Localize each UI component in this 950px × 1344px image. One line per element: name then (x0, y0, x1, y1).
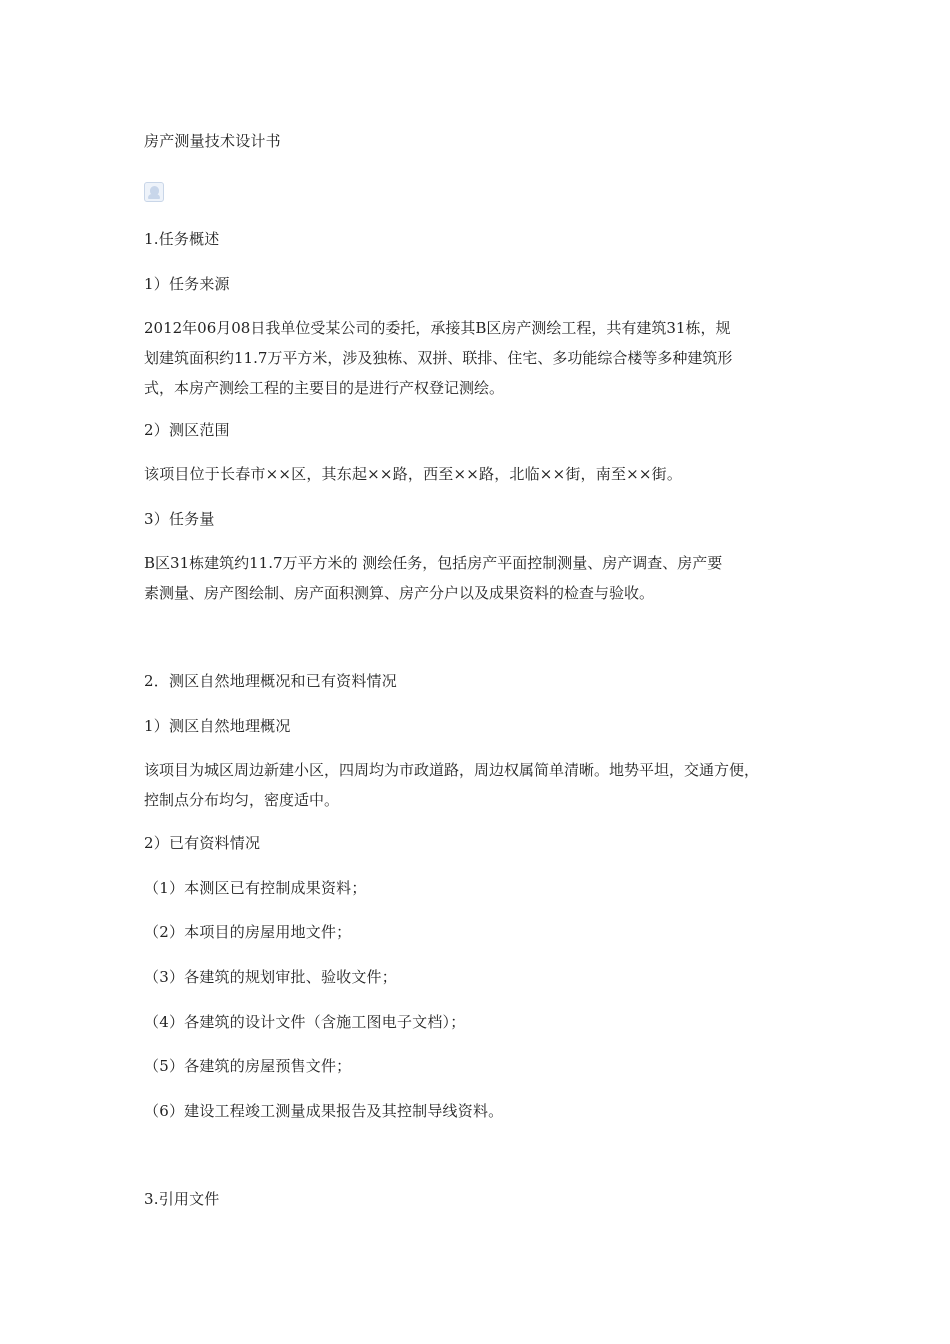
section-1-1-heading: 1）任务来源 (144, 275, 230, 293)
paragraph-line: 该项目为城区周边新建小区，四周均为市政道路，周边权属简单清晰。地势平坦，交通方便， (144, 761, 760, 779)
section-2-heading: 2．测区自然地理概况和已有资料情况 (144, 672, 397, 690)
paragraph-line: 划建筑面积约11.7万平方米，涉及独栋、双拼、联排、住宅、多功能综合楼等多种建筑形 (144, 349, 733, 367)
document-title: 房产测量技术设计书 (144, 132, 281, 150)
list-item: （4）各建筑的设计文件（含施工图电子文档）； (144, 1013, 466, 1031)
section-2-1-body (144, 755, 812, 815)
section-2-1-heading: 1）测区自然地理概况 (144, 717, 291, 735)
list-item: （1）本测区已有控制成果资料； (144, 879, 367, 897)
section-1-2-body: 该项目位于长春市××区，其东起××路，西至××路，北临××街，南至××街。 (144, 465, 683, 483)
list-item: （6）建设工程竣工测量成果报告及其控制导线资料。 (144, 1102, 504, 1120)
image-icon (144, 182, 164, 202)
section-3-heading: 3.引用文件 (144, 1190, 220, 1208)
list-item: （2）本项目的房屋用地文件； (144, 923, 352, 941)
section-1-heading: 1.任务概述 (144, 230, 220, 248)
section-2-2-heading: 2）已有资料情况 (144, 834, 261, 852)
paragraph-line: B区31栋建筑约11.7万平方米的 测绘任务，包括房产平面控制测量、房产调查、房产要 (144, 554, 723, 572)
section-1-3-body (144, 548, 812, 608)
paragraph-line: 素测量、房产图绘制、房产面积测算、房产分户以及成果资料的检查与验收。 (144, 584, 655, 602)
paragraph-line: 控制点分布均匀，密度适中。 (144, 791, 340, 809)
list-item: （5）各建筑的房屋预售文件； (144, 1057, 352, 1075)
section-1-1-body (144, 313, 812, 403)
paragraph-line: 2012年06月08日我单位受某公司的委托，承接其B区房产测绘工程，共有建筑31栋，规 (144, 319, 731, 337)
section-1-3-heading: 3）任务量 (144, 510, 215, 528)
paragraph-line: 式，本房产测绘工程的主要目的是进行产权登记测绘。 (144, 379, 505, 397)
list-item: （3）各建筑的规划审批、验收文件； (144, 968, 397, 986)
section-1-2-heading: 2）测区范围 (144, 421, 230, 439)
